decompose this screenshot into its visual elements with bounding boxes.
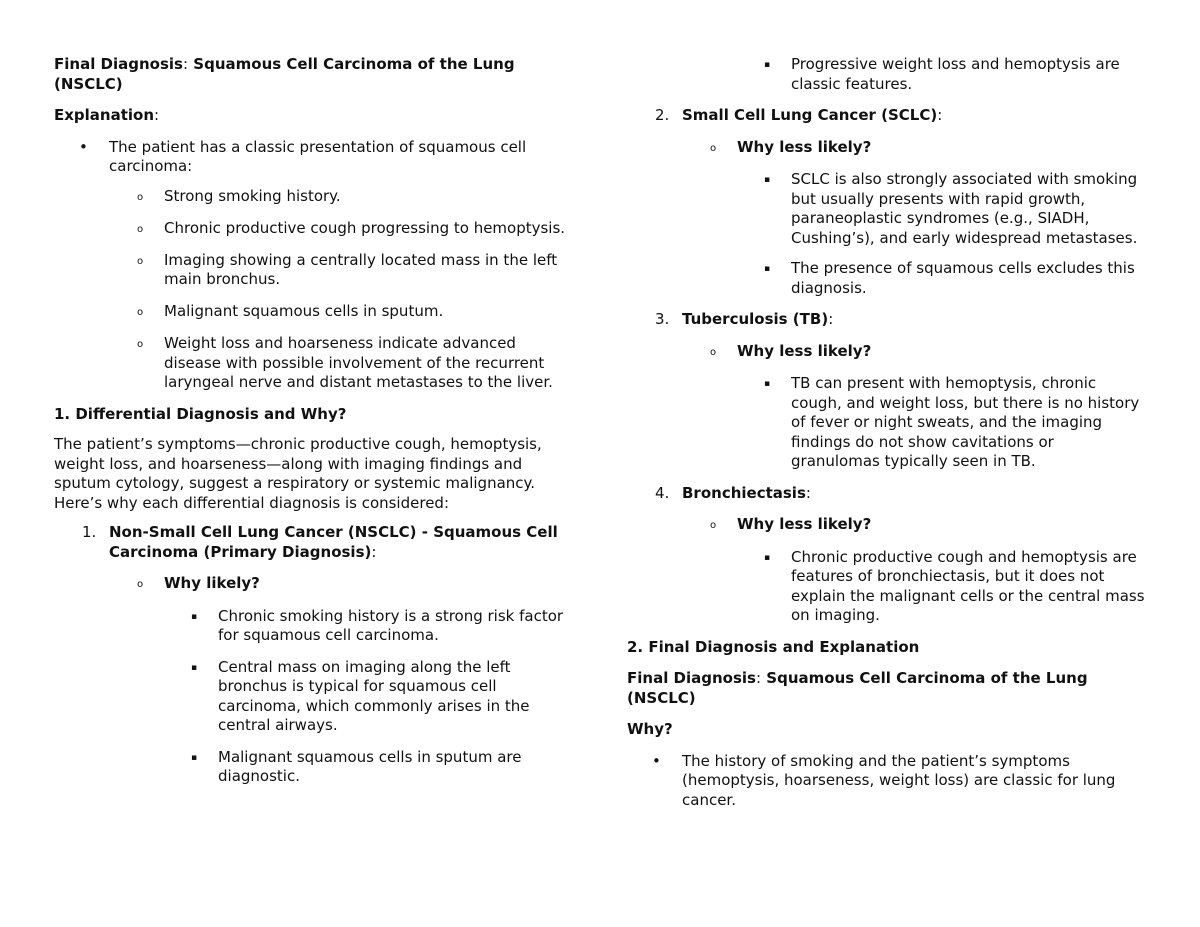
bullet-marker: • bbox=[79, 137, 88, 156]
list-item: o Malignant squamous cells in sputum. bbox=[54, 302, 574, 322]
list-item: ▪ Progressive weight loss and hemoptysis are classic features. bbox=[764, 55, 1120, 93]
circle-marker: o bbox=[137, 191, 144, 203]
right-column bbox=[627, 55, 1147, 810]
list-item: o Why less likely? bbox=[627, 138, 1147, 158]
left-column bbox=[54, 55, 574, 787]
circle-marker: o bbox=[137, 306, 144, 318]
square-marker: ▪ bbox=[764, 175, 771, 185]
bullet-marker: • bbox=[652, 751, 661, 770]
list-item: ▪ Chronic productive cough and hemoptysis are features of bronchiectasis, but it does not explain the malignant cells or the central mass on imaging. bbox=[764, 547, 1145, 624]
intro-paragraph: The patient’s symptoms—chronic productive cough, hemoptysis, weight loss, and hoarseness—along with imaging findings and sputum cytology, suggest a respiratory or systemic malignancy. Here’s why each differential diagnosis is considered: bbox=[54, 435, 542, 512]
list-item: o Weight loss and hoarseness indicate advanced disease with possible involvement of the recurrent laryngeal nerve and distant metastases to the liver. bbox=[137, 334, 553, 391]
list-item: 3. Tuberculosis (TB): bbox=[655, 310, 834, 328]
number-marker: 1. bbox=[82, 523, 97, 541]
list-item: • The history of smoking and the patient’s symptoms (hemoptysis, hoarseness, weight loss) are classic for lung cancer. bbox=[652, 751, 1116, 809]
final-diagnosis-restated: Final Diagnosis: Squamous Cell Carcinoma of the Lung (NSCLC) bbox=[627, 669, 1088, 707]
square-marker: ▪ bbox=[764, 264, 771, 274]
circle-marker: o bbox=[710, 142, 717, 154]
square-marker: ▪ bbox=[191, 611, 198, 622]
list-item: ▪ The presence of squamous cells excludes this diagnosis. bbox=[764, 259, 1135, 297]
why-heading: Why? bbox=[627, 720, 673, 738]
circle-marker: o bbox=[137, 339, 144, 350]
list-item: o Why less likely? bbox=[627, 342, 1147, 362]
list-item: 4. Bronchiectasis: bbox=[655, 483, 811, 502]
number-marker: 2. bbox=[655, 106, 670, 124]
list-item: o Imaging showing a centrally located mass in the left main bronchus. bbox=[137, 250, 558, 288]
circle-marker: o bbox=[137, 579, 144, 590]
circle-marker: o bbox=[710, 520, 717, 531]
list-item: ▪ TB can present with hemoptysis, chronic cough, and weight loss, but there is no history of fever or night sweats, and the imaging findings do not show cavitations or granulomas typically seen in TB. bbox=[764, 374, 1140, 470]
list-item: • The patient has a classic presentation of squamous cell carcinoma: bbox=[79, 137, 527, 175]
list-item: ▪ Central mass on imaging along the left bronchus is typical for squamous cell carcinoma, which commonly arises in the central airways. bbox=[191, 657, 530, 734]
final-explanation-heading: 2. Final Diagnosis and Explanation bbox=[627, 637, 920, 656]
circle-marker: o bbox=[137, 255, 144, 267]
differential-heading: 1. Differential Diagnosis and Why? bbox=[54, 404, 347, 423]
square-marker: ▪ bbox=[191, 662, 198, 673]
list-item: ▪ SCLC is also strongly associated with smoking but usually presents with rapid growth, paraneoplastic syndromes (e.g., SIADH, Cushing’s), and early widespread metastases. bbox=[764, 170, 1138, 247]
list-item: ▪ Chronic smoking history is a strong risk factor for squamous cell carcinoma. bbox=[191, 606, 564, 644]
number-marker: 3. bbox=[655, 310, 670, 328]
list-item: o Chronic productive cough progressing to hemoptysis. bbox=[54, 219, 574, 239]
list-item: o Why likely? bbox=[54, 574, 574, 594]
circle-marker: o bbox=[137, 224, 144, 235]
square-marker: ▪ bbox=[764, 379, 771, 389]
explanation-heading: Explanation: bbox=[54, 106, 160, 124]
final-diagnosis-heading: Final Diagnosis: Squamous Cell Carcinoma of the Lung (NSCLC) bbox=[54, 55, 515, 93]
square-marker: ▪ bbox=[764, 552, 771, 563]
list-item: ▪ Malignant squamous cells in sputum are diagnostic. bbox=[191, 747, 522, 785]
square-marker: ▪ bbox=[191, 752, 198, 763]
number-marker: 4. bbox=[655, 483, 670, 502]
list-item: 2. Small Cell Lung Cancer (SCLC): bbox=[655, 106, 943, 124]
list-item: o Why less likely? bbox=[627, 515, 1147, 535]
square-marker: ▪ bbox=[764, 60, 771, 70]
list-item: 1. Non-Small Cell Lung Cancer (NSCLC) - Squamous Cell Carcinoma (Primary Diagnosis): bbox=[82, 523, 558, 561]
list-item: o Strong smoking history. bbox=[54, 187, 574, 207]
circle-marker: o bbox=[710, 346, 717, 358]
